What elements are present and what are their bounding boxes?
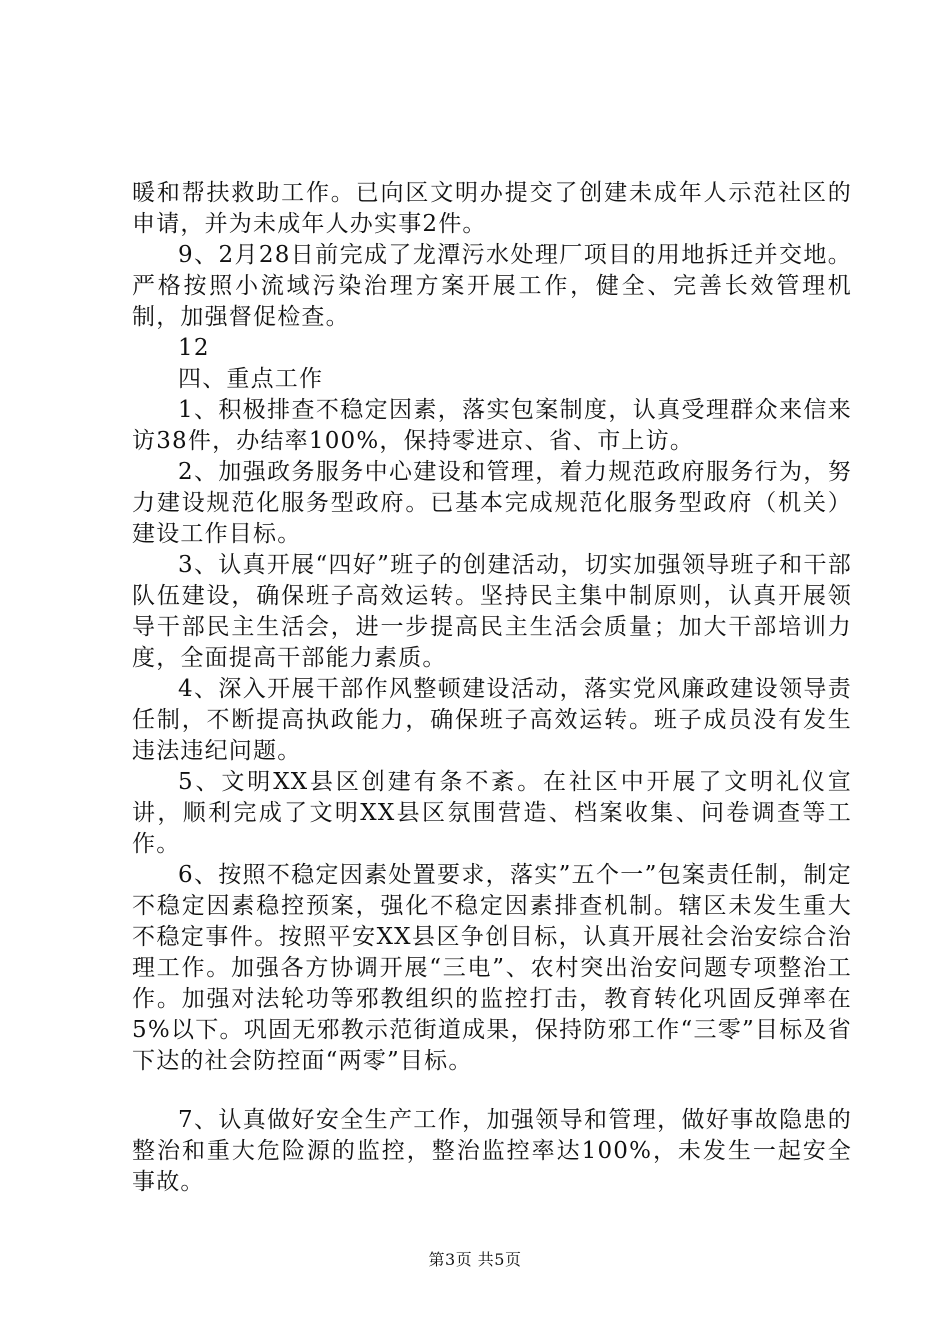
document-body <box>132 178 852 1198</box>
paragraph-spacer <box>132 1077 852 1105</box>
paragraph-item-6: 6、按照不稳定因素处置要求，落实”五个一”包案责任制，制定不稳定因素稳控预案，强化不稳定因素排查机制。辖区未发生重大不稳定事件。按照平安XX县区争创目标，认真开展社会治安综合治理工作。加强各方协调开展“三电”、农村突出治安问题专项整治工作。加强对法轮功等邪教组织的监控打击，教育转化巩固反弹率在5%以下。巩固无邪教示范街道成果，保持防邪工作“三零”目标及省下达的社会防控面“两零”目标。 <box>132 862 852 1074</box>
paragraph-item-2: 2、加强政务服务中心建设和管理，着力规范政府服务行为，努力建设规范化服务型政府。已基本完成规范化服务型政府（机关）建设工作目标。 <box>132 459 852 547</box>
paragraph-item-9: 9、2月28日前完成了龙潭污水处理厂项目的用地拆迁并交地。严格按照小流域污染治理方案开展工作，健全、完善长效管理机制，加强督促检查。 <box>132 242 852 330</box>
paragraph-item-3: 3、认真开展“四好”班子的创建活动，切实加强领导班子和干部队伍建设，确保班子高效运转。坚持民主集中制原则，认真开展领导干部民主生活会，进一步提高民主生活会质量；加大干部培训力度，全面提高干部能力素质。 <box>132 552 852 671</box>
page-footer: 第3页 共5页 <box>428 1250 522 1269</box>
paragraph-number-12: 12 <box>178 335 210 361</box>
section-heading: 四、重点工作 <box>178 366 324 392</box>
paragraph-continuation: 暖和帮扶救助工作。已向区文明办提交了创建未成年人示范社区的申请，并为未成年人办实事2件。 <box>132 180 852 237</box>
paragraph-item-1: 1、积极排查不稳定因素，落实包案制度，认真受理群众来信来访38件，办结率100%，保持零进京、省、市上访。 <box>132 397 852 454</box>
paragraph-item-7: 7、认真做好安全生产工作，加强领导和管理，做好事故隐患的整治和重大危险源的监控，整治监控率达100%，未发生一起安全事故。 <box>132 1107 852 1195</box>
paragraph-item-4: 4、深入开展干部作风整顿建设活动，落实党风廉政建设领导责任制，不断提高执政能力，确保班子高效运转。班子成员没有发生违法违纪问题。 <box>132 676 852 764</box>
paragraph-item-5: 5、文明XX县区创建有条不紊。在社区中开展了文明礼仪宣讲，顺利完成了文明XX县区氛围营造、档案收集、问卷调查等工作。 <box>132 769 852 857</box>
